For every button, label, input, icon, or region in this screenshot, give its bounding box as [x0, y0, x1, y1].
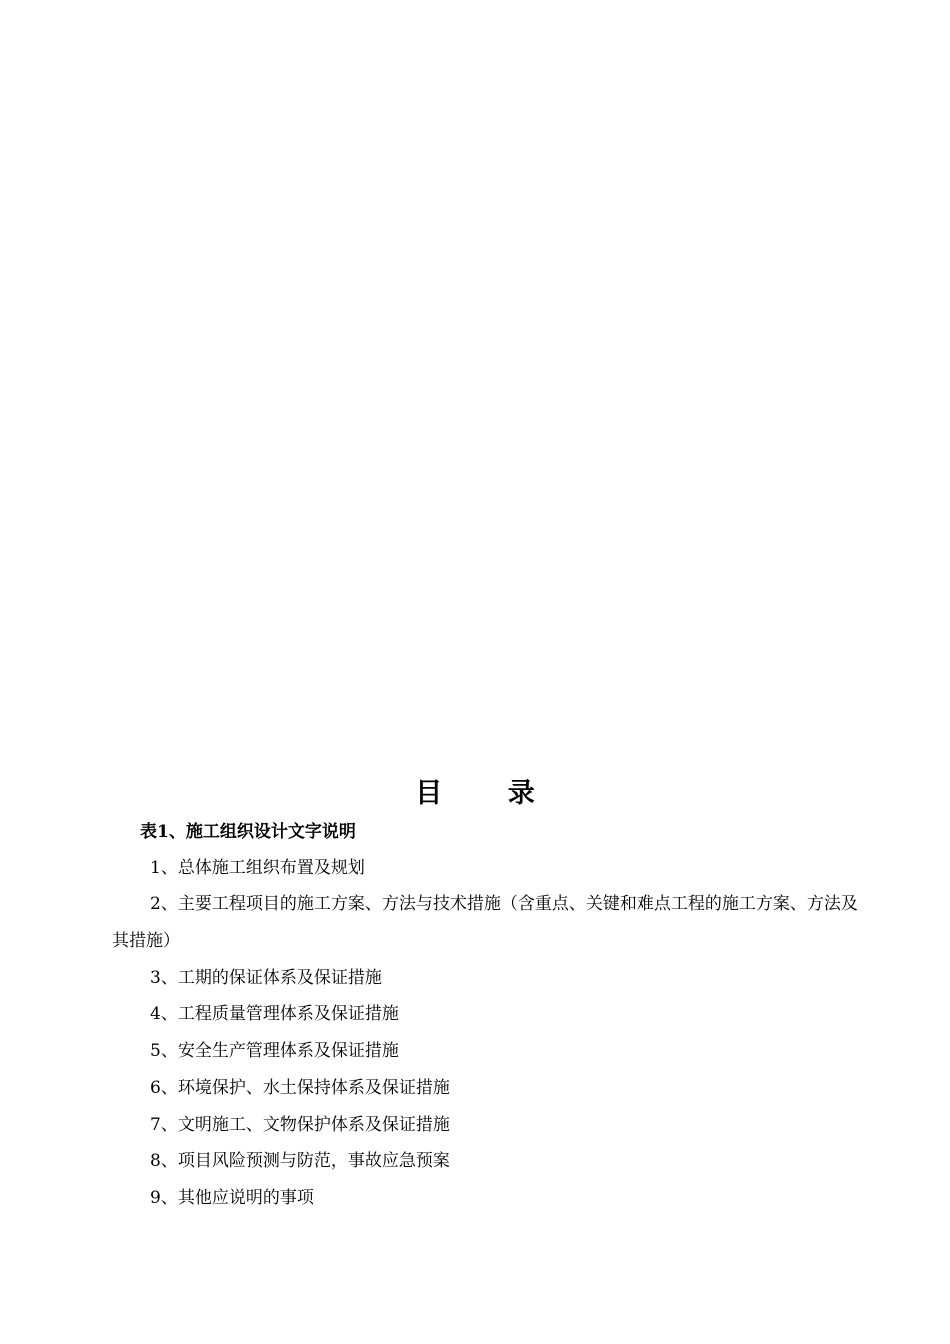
toc-item-4: 4、工程质量管理体系及保证措施 [150, 1004, 399, 1024]
toc-item-8: 8、项目风险预测与防范，事故应急预案 [150, 1151, 450, 1171]
toc-item-6: 6、环境保护、水土保持体系及保证措施 [150, 1078, 450, 1098]
toc-item-9: 9、其他应说明的事项 [150, 1188, 314, 1208]
toc-item-3: 3、工期的保证体系及保证措施 [150, 968, 382, 988]
section-heading: 表1、施工组织设计文字说明 [140, 822, 356, 842]
toc-item-1: 1、总体施工组织布置及规划 [150, 858, 365, 878]
toc-item-2: 2、主要工程项目的施工方案、方法与技术措施（含重点、关键和难点工程的施工方案、方法及其措施） [112, 894, 858, 951]
toc-item-5: 5、安全生产管理体系及保证措施 [150, 1041, 399, 1061]
toc-item-7: 7、文明施工、文物保护体系及保证措施 [150, 1115, 450, 1135]
toc-title: 目 录 [415, 778, 563, 809]
